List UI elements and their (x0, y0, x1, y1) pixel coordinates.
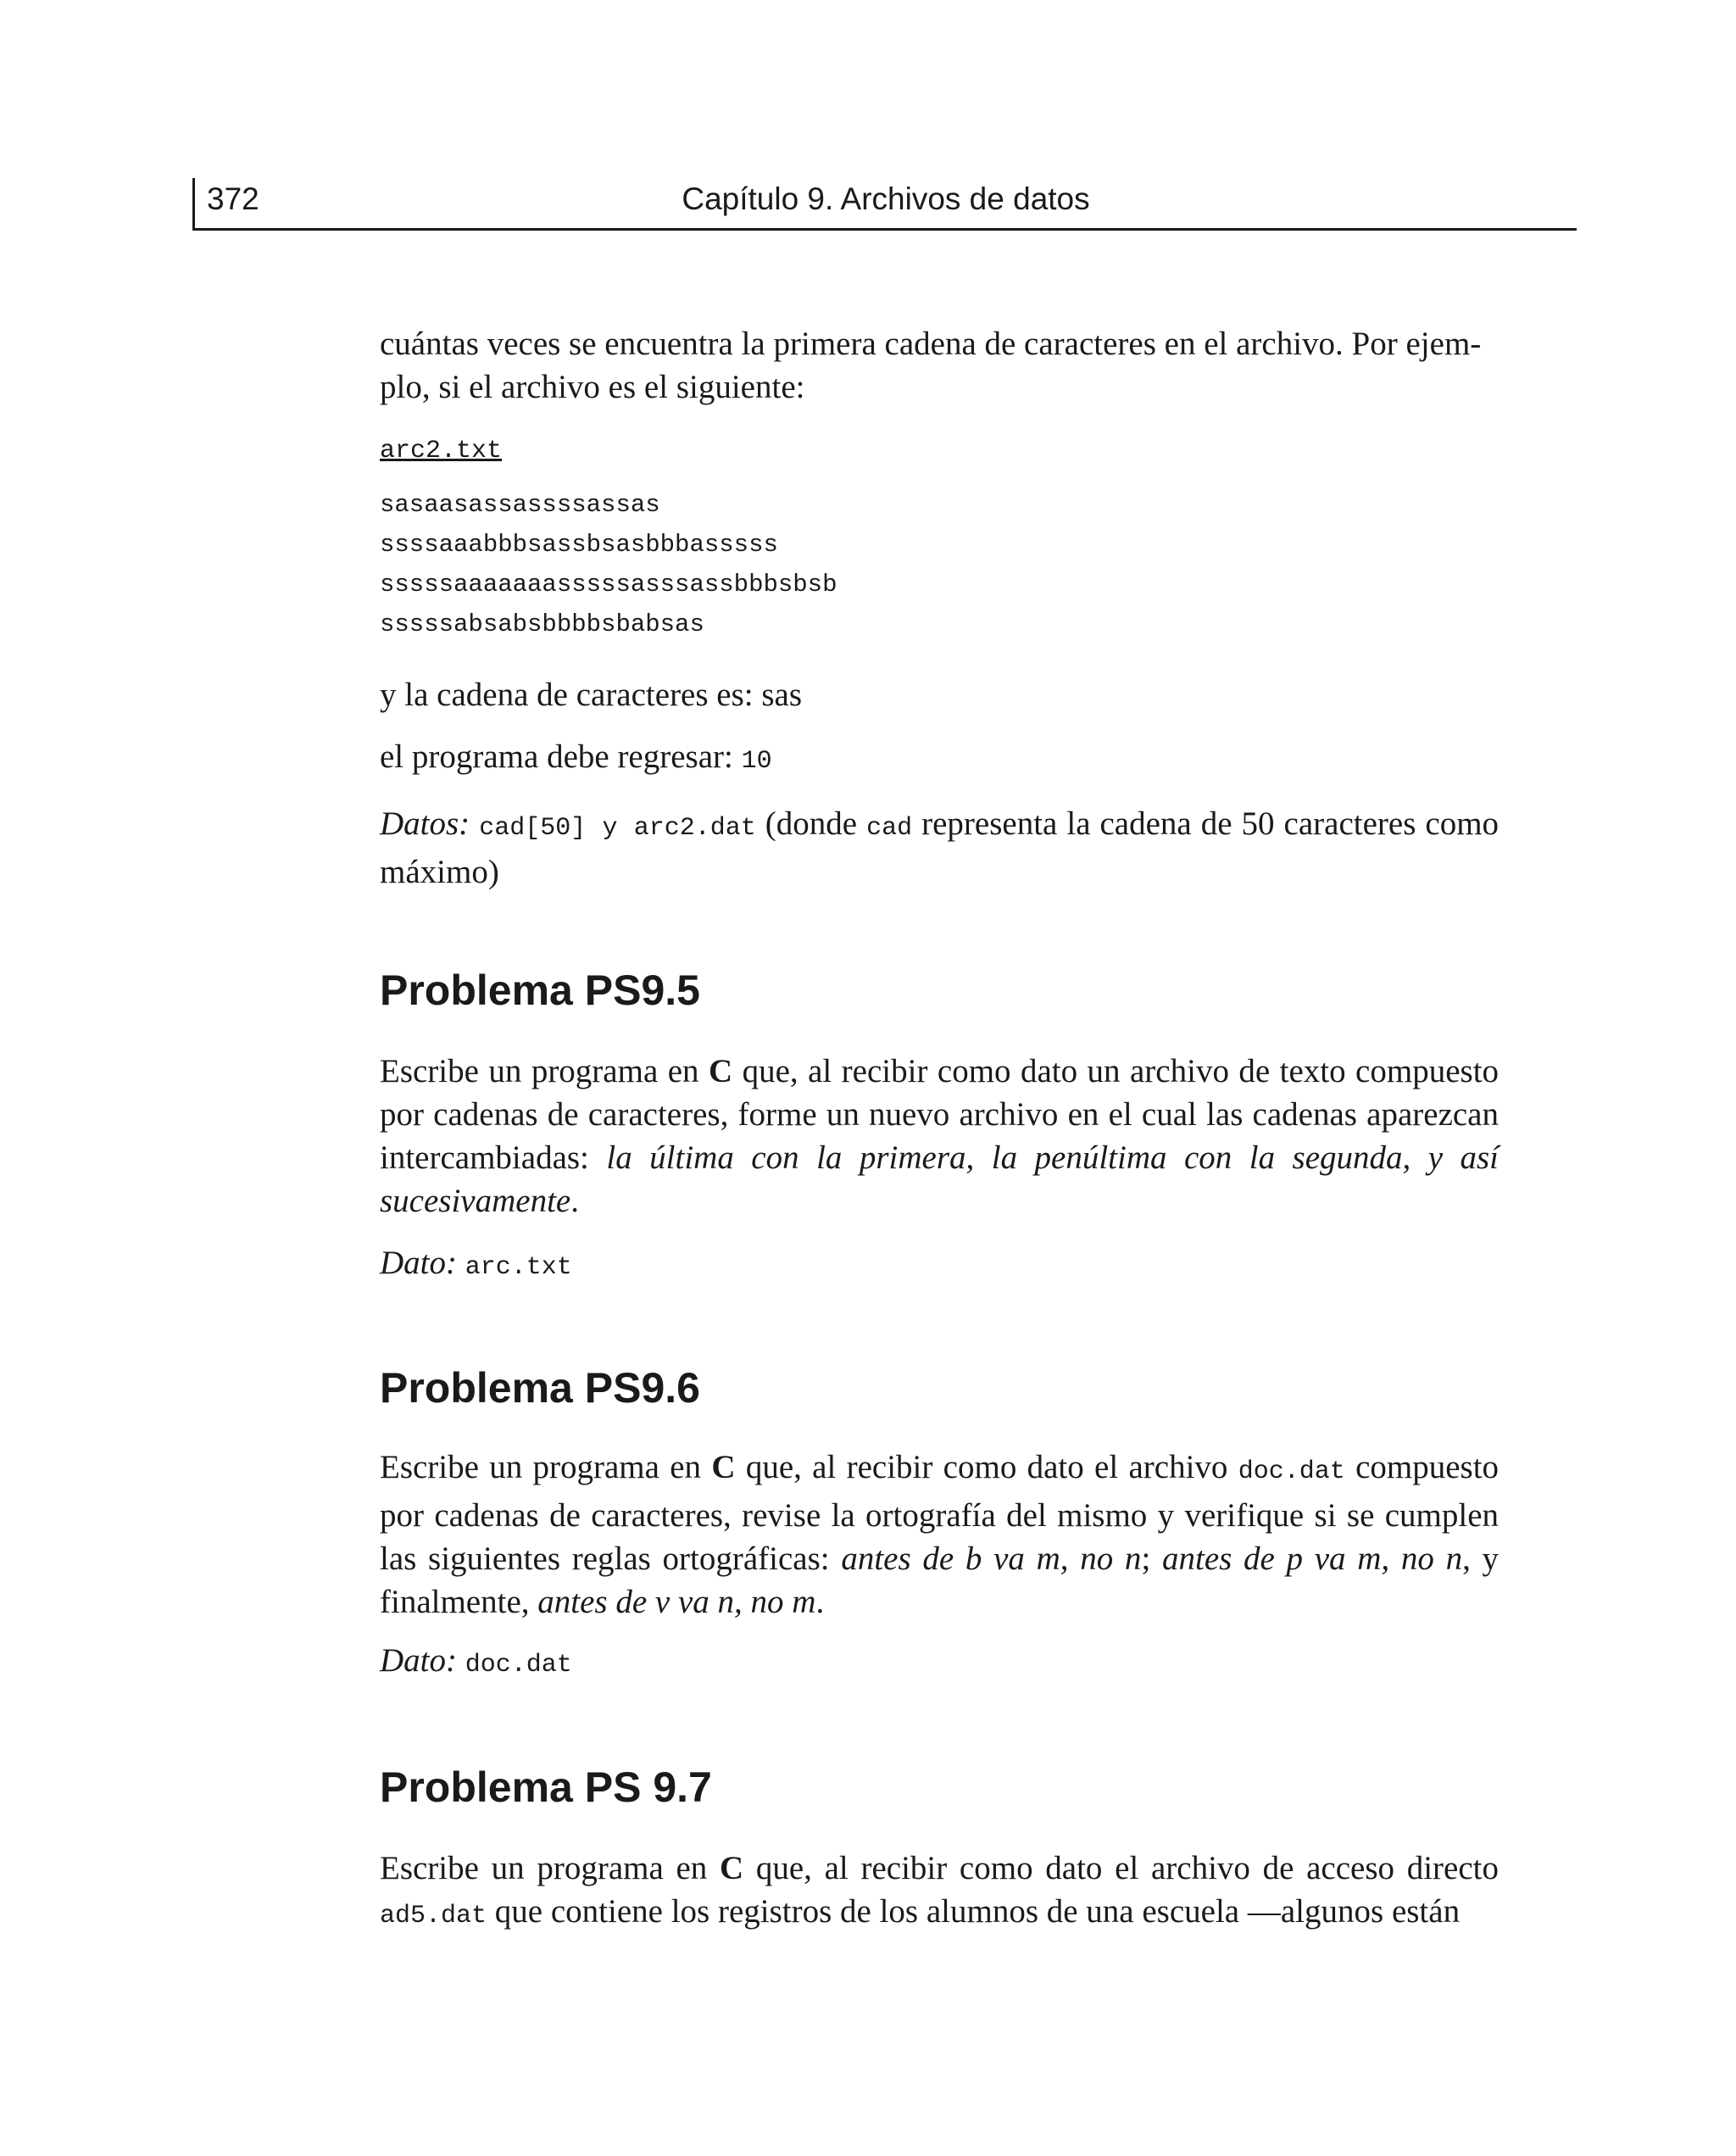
page-content (380, 322, 1499, 1938)
page-header (192, 178, 1577, 231)
search-string-line: y la cadena de caracteres es: sas (380, 677, 803, 713)
statement-emphasis: antes de b va m, no n (841, 1540, 1142, 1577)
language-name: C (708, 1053, 733, 1089)
statement-text: que contiene los registros de los alumnos de una escuela —algunos están (494, 1893, 1461, 1930)
result-value: 10 (741, 747, 772, 776)
problem-title-ps97: Problema PS 9.7 (380, 1763, 712, 1811)
expected-result-line (380, 735, 1499, 783)
example-file-contents (380, 485, 1499, 644)
statement-text: que, al recibir como dato un archivo de texto compuesto por cadenas de caracteres, forme un nuevo archivo en el cual las cadenas aparezcan intercambiadas: (380, 1053, 1500, 1176)
example-file-name: arc2.txt (380, 437, 503, 465)
language-name: C (719, 1850, 744, 1886)
statement-text: Escribe un programa en (380, 1449, 702, 1485)
chapter-title: Capítulo 9. Archivos de datos (682, 181, 1090, 216)
datos-text: (donde (765, 805, 858, 842)
problem-statement-ps95 (380, 1050, 1499, 1223)
problem-statement-ps97 (380, 1847, 1499, 1938)
dato-label: Dato: (380, 1642, 457, 1679)
statement-text: . (570, 1183, 579, 1219)
intro-paragraph (380, 322, 1499, 409)
statement-text: que, al recibir como dato el archivo de acceso directo (755, 1850, 1500, 1886)
code-line: sssssabsabsbbbbsbabsas (380, 610, 704, 638)
dato-label: Dato: (380, 1245, 457, 1281)
intro-text-line1: cuántas veces se encuentra la primera cadena de caracteres en el archivo. Por ejem- (380, 326, 1482, 362)
code-line: sasaasassassssassas (380, 491, 660, 519)
statement-text: compuesto por cadenas de caracteres, revise la ortografía del mismo y verifique si se cumplen las siguientes reglas ortográficas: (380, 1449, 1500, 1577)
statement-emphasis: antes de p va m, no n (1162, 1540, 1463, 1577)
statement-emphasis: antes de v va n, no m (537, 1584, 816, 1620)
datos-paragraph (380, 802, 1499, 894)
statement-text: Escribe un programa en (380, 1850, 708, 1886)
code-line: sssssaaaaaaasssssasssassbbbsbsb (380, 571, 837, 599)
datos-text-rest: representa la cadena de 50 caracteres como máximo) (380, 805, 1500, 890)
statement-text: Escribe un programa en (380, 1053, 699, 1089)
file-name: doc.dat (1238, 1457, 1345, 1486)
code-line: ssssaaabbbsassbsasbbbasssss (380, 531, 778, 559)
file-name: ad5.dat (380, 1902, 487, 1930)
dato-value: doc.dat (465, 1651, 572, 1680)
dato-line-ps95 (380, 1241, 1499, 1290)
problem-title-ps96: Problema PS9.6 (380, 1364, 700, 1412)
statement-emphasis: la última con la primera, la penúltima con la segunda, y así sucesivamente (380, 1139, 1500, 1219)
statement-text: , y finalmente, (380, 1540, 1500, 1620)
page-number: 372 (207, 181, 259, 216)
problem-title-ps95: Problema PS9.5 (380, 967, 700, 1014)
datos-code-cad: cad (866, 814, 913, 843)
language-name: C (711, 1449, 736, 1485)
result-label: el programa debe regresar: (380, 738, 733, 775)
datos-code: cad[50] y arc2.dat (479, 814, 756, 843)
problem-statement-ps96 (380, 1446, 1499, 1624)
statement-text: ; (1141, 1540, 1151, 1577)
dato-line-ps96 (380, 1639, 1499, 1687)
statement-text: . (815, 1584, 825, 1620)
dato-value: arc.txt (465, 1253, 572, 1282)
statement-text: que, al recibir como dato el archivo (745, 1449, 1228, 1485)
datos-label: Datos: (380, 805, 470, 842)
intro-text-line2: plo, si el archivo es el siguiente: (380, 369, 805, 405)
